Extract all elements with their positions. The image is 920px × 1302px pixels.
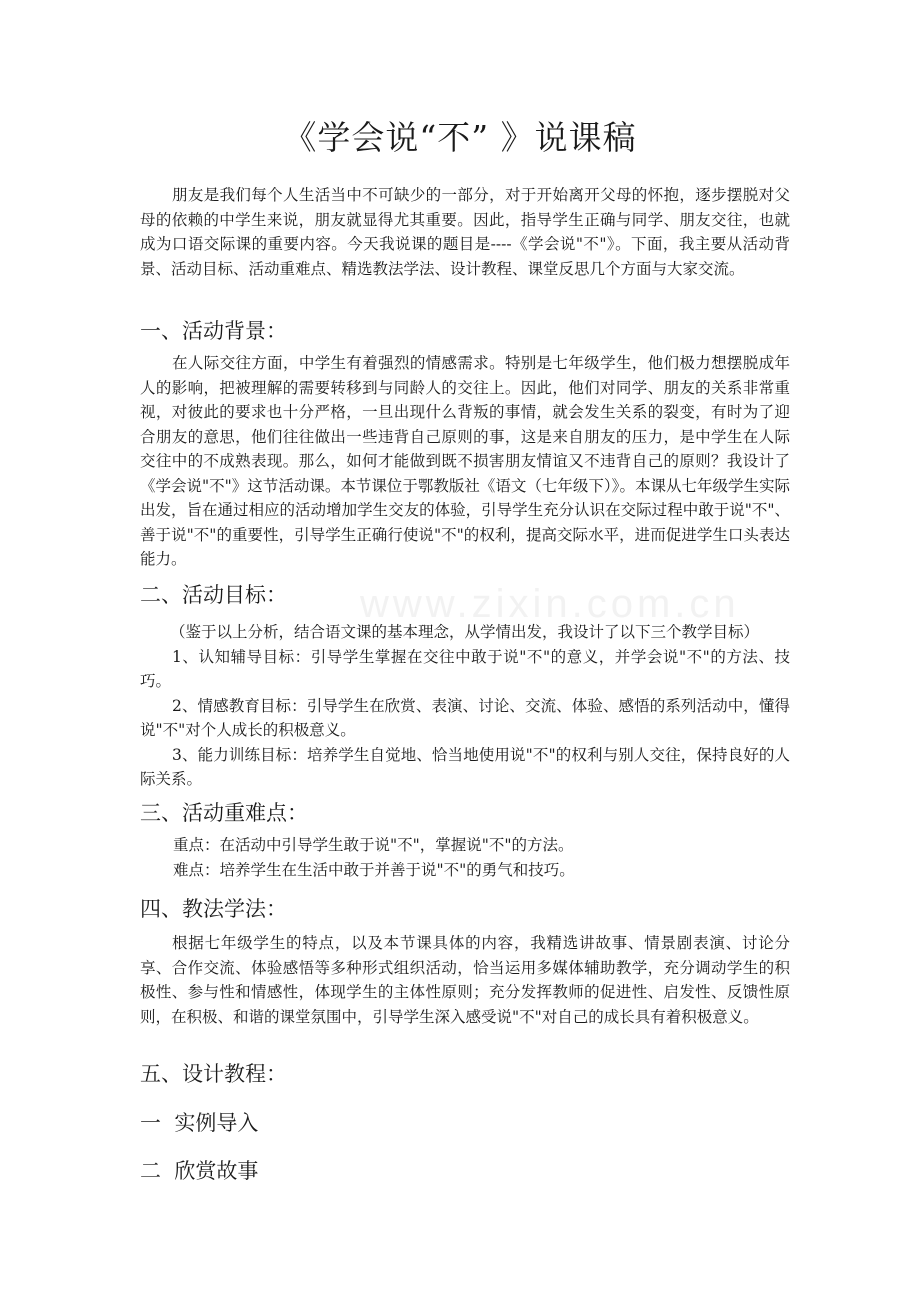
section-methods-body [140, 931, 790, 1029]
section-heading-background: 一、活动背景： [140, 319, 287, 343]
section-heading-key-points: 三、活动重难点： [140, 801, 308, 825]
design-step-1: 一 实例导入 [140, 1111, 259, 1135]
intro-section [140, 183, 790, 281]
difficult-point: 难点：培养学生在生活中敢于并善于说"不"的勇气和技巧。 [173, 860, 575, 879]
design-step-1-wrap [140, 1108, 790, 1138]
page-title: 《学会说“不” 》说课稿 [283, 118, 637, 157]
section-background [140, 316, 790, 346]
goals-note: （鉴于以上分析，结合语文课的基本理念，从学情出发，我设计了以下三个教学目标） [170, 623, 760, 641]
section-design [140, 1059, 790, 1089]
design-step-2: 二 欣赏故事 [140, 1159, 259, 1183]
design-step-2-wrap [140, 1156, 790, 1186]
section-key-points-body [140, 833, 790, 882]
background-paragraph: 在人际交往方面，中学生有着强烈的情感需求。特别是七年级学生，他们极力想摆脱成年人的影响，把被理解的需要转移到与同龄人的交往上。因此，他们对同学、朋友的关系非常重视，对彼此的要求也十分严格，一旦出现什么背叛的事情，就会发生关系的裂变，有时为了迎合朋友的意思，他们往往做出一些违背自己原则的事，这是来自朋友的压力，是中学生在人际交往中的不成熟表现。那么，如何才能做到既不损害朋友情谊又不违背自己的原则？我设计了《学会说"不"》这节活动课。本节课位于鄂教版社《语文（七年级下）》。本课从七年级学生实际出发，旨在通过相应的活动增加学生交友的体验，引导学生充分认识在交际过程中敢于说"不"、善于说"不"的重要性，引导学生正确行使说"不"的权利，提高交际水平，进而促进学生口头表达能力。 [140, 354, 790, 568]
section-heading-goals: 二、活动目标： [140, 583, 287, 607]
section-key-points [140, 798, 790, 828]
intro-paragraph: 朋友是我们每个人生活当中不可缺少的一部分，对于开始离开父母的怀抱，逐步摆脱对父母的依赖的中学生来说，朋友就显得尤其重要。因此，指导学生正确与同学、朋友交往，也就成为口语交际课的重要内容。今天我说课的题目是----《学会说"不"》。下面，我主要从活动背景、活动目标、活动重难点、精选教法学法、设计教程、课堂反思几个方面与大家交流。 [140, 186, 790, 278]
key-point: 重点：在活动中引导学生敢于说"不"，掌握说"不"的方法。 [173, 836, 574, 854]
goal-1: 1、认知辅导目标：引导学生掌握在交往中敢于说"不"的意义，并学会说"不"的方法、技巧。 [140, 647, 790, 690]
methods-paragraph: 根据七年级学生的特点，以及本节课具体的内容，我精选讲故事、情景剧表演、讨论分享、合作交流、体验感悟等多种形式组织活动，恰当运用多媒体辅助教学，充分调动学生的积极性、参与性和情感性，体现学生的主体性原则；充分发挥教师的促进性、启发性、反馈性原则，在积极、和谐的课堂氛围中，引导学生深入感受说"不"对自己的成长具有着积极意义。 [140, 934, 790, 1026]
section-methods [140, 894, 790, 924]
section-goals-body [140, 620, 790, 792]
section-goals [140, 580, 790, 610]
goal-2: 2、情感教育目标：引导学生在欣赏、表演、讨论、交流、体验、感悟的系列活动中，懂得说"不"对个人成长的积极意义。 [140, 696, 790, 739]
section-background-body [140, 351, 790, 572]
goal-3: 3、能力训练目标：培养学生自觉地、恰当地使用说"不"的权利与别人交往，保持良好的人际关系。 [140, 745, 790, 788]
section-heading-design: 五、设计教程： [140, 1062, 287, 1086]
section-heading-methods: 四、教法学法： [140, 897, 287, 921]
watermark: www.zixin.com.cn [360, 582, 740, 626]
